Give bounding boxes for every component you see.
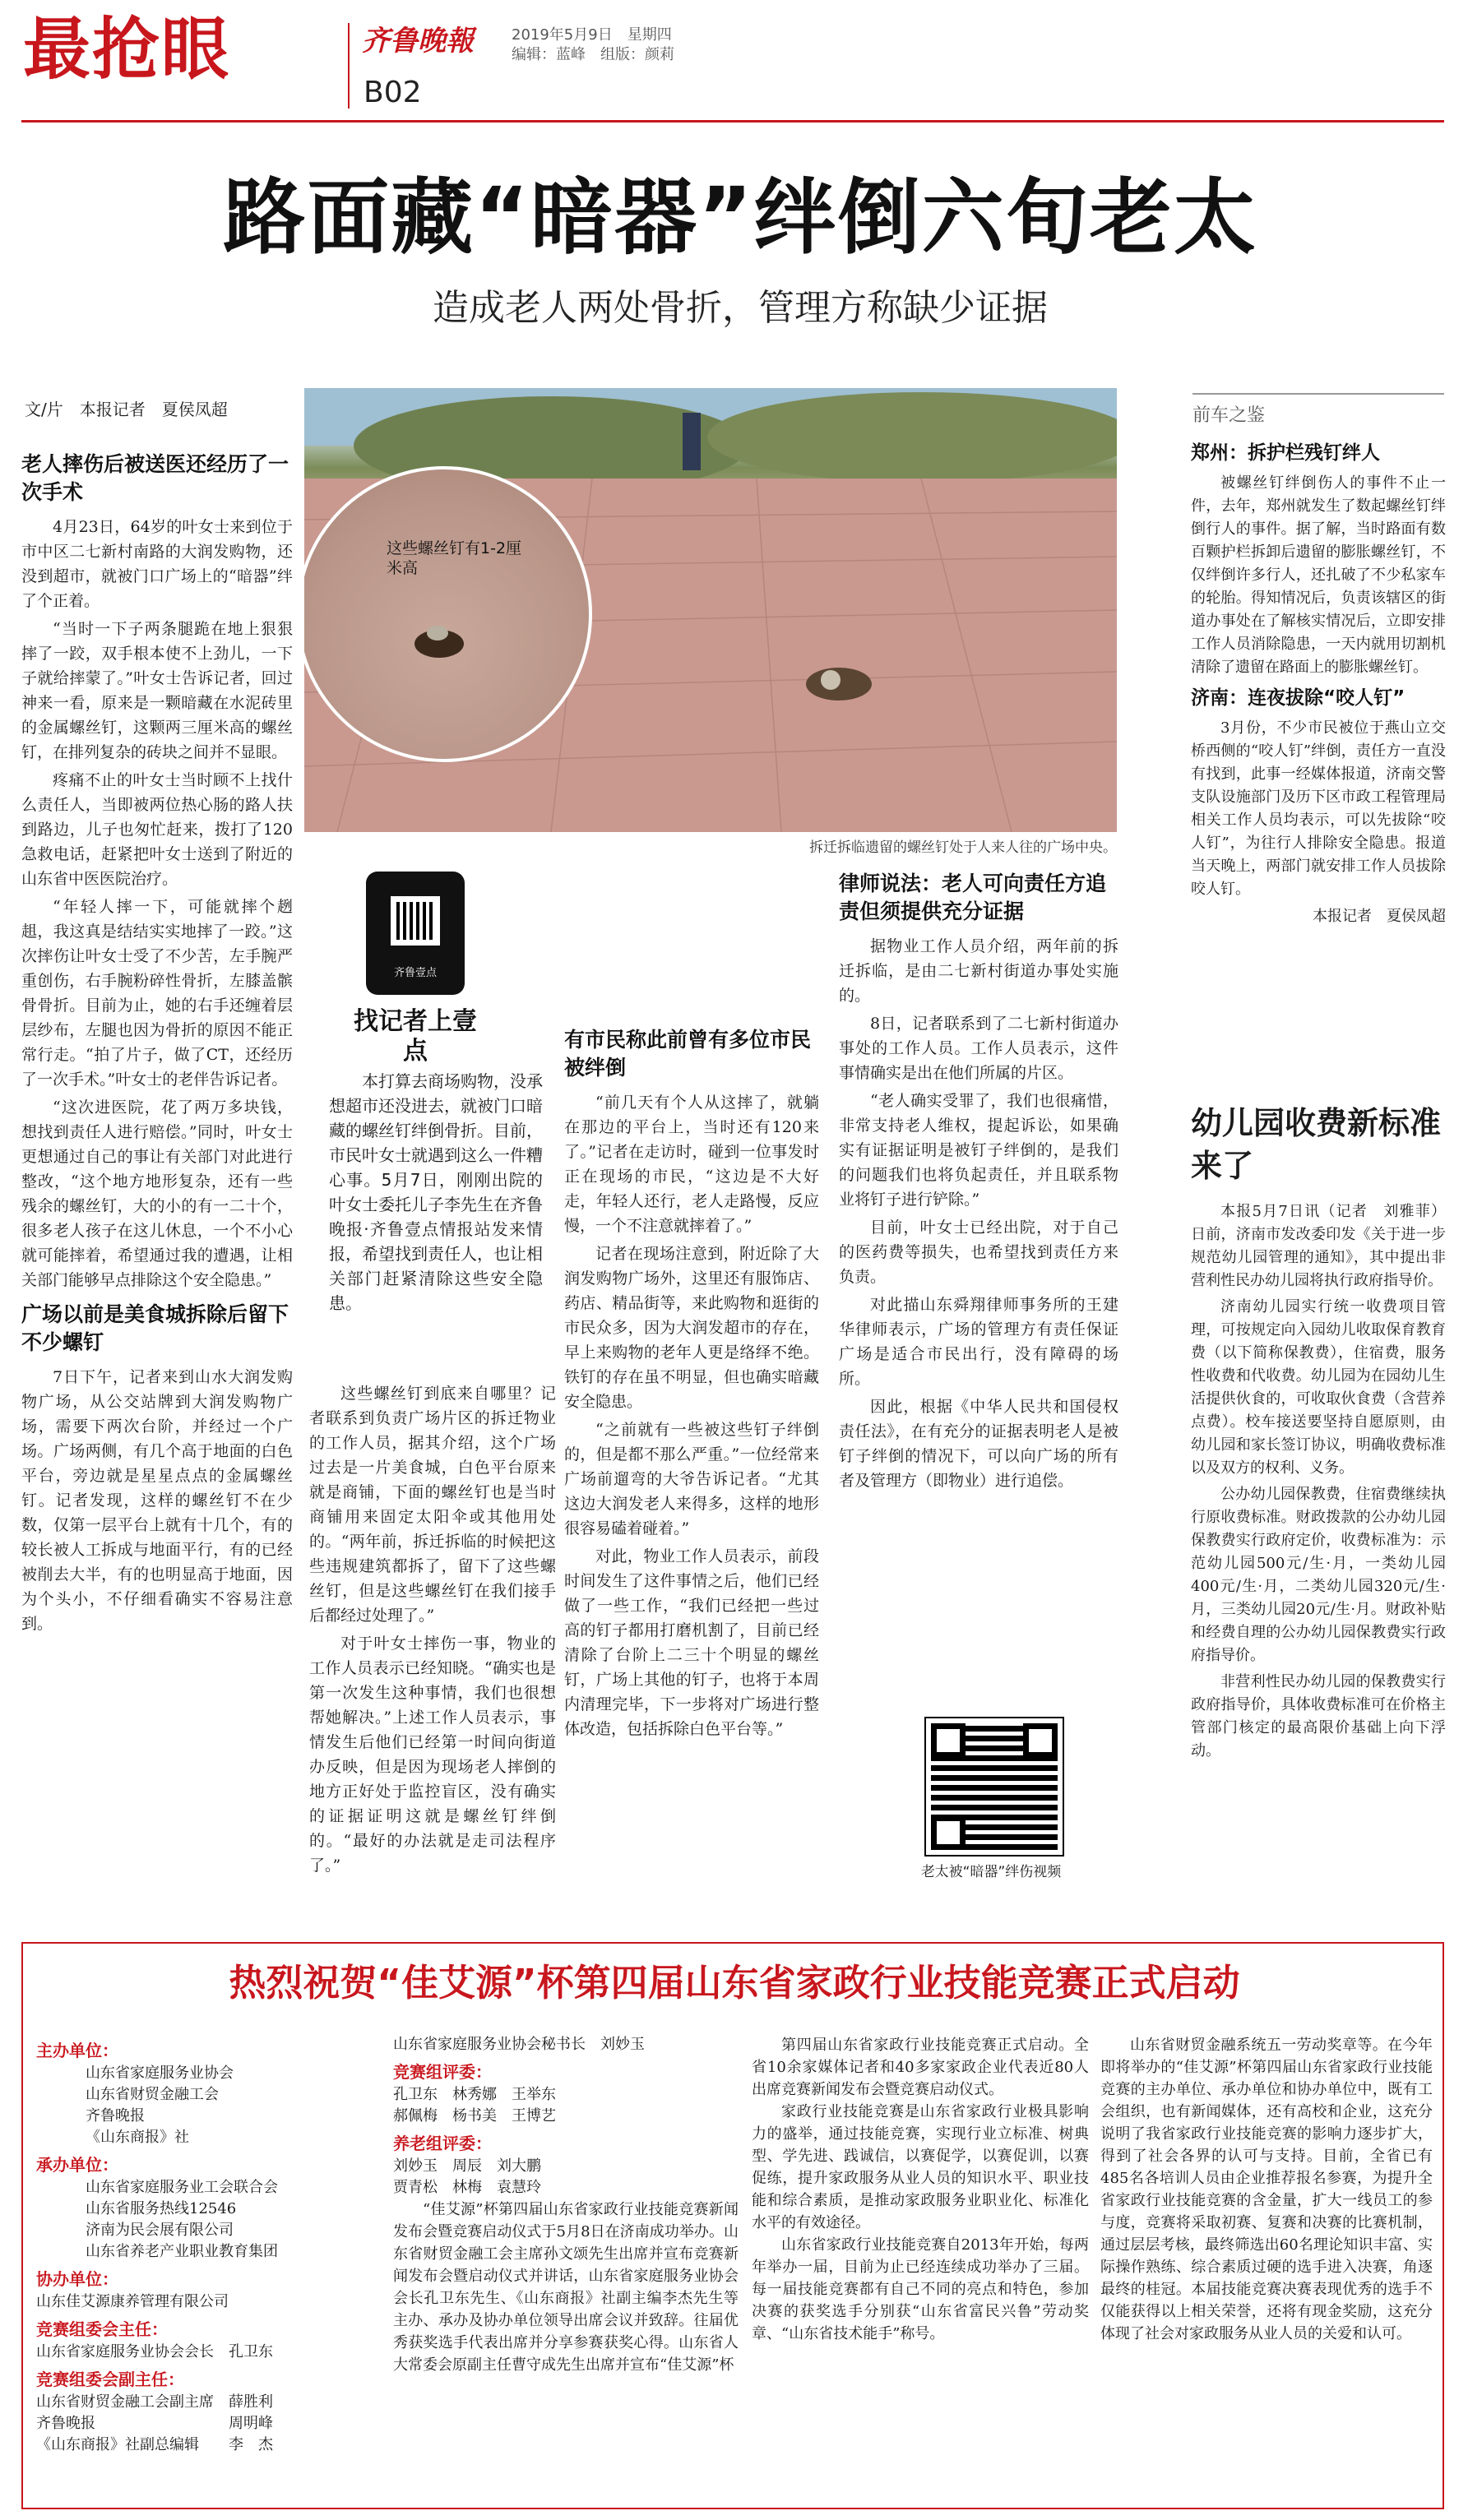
paragraph: 公办幼儿园保教费，住宿费继续执行原收费标准。财政拨款的公办幼儿园保教费实行政府定价，收费标准为：示范幼儿园500元/生·月，一类幼儿园400元/生·月，二类幼儿园320元/生·月，三类幼儿园20元/生·月。财政补贴和经费自理的公办幼儿园保教费实行政府指导价。	[1191, 1486, 1446, 1664]
column-four	[839, 862, 1118, 1585]
ad-line: 齐鲁晚报 周明峰	[36, 2415, 273, 2432]
middle-column	[309, 1381, 556, 1932]
ad-column-1	[36, 2034, 382, 2503]
paragraph: 被螺丝钉绊倒伤人的事件不止一件，去年，郑州就发生了数起螺丝钉绊倒行人的事件。据了解，当时路面有数百颗护栏拆卸后遗留的膨胀螺丝钉，不仅绊倒许多行人，还扎破了不少私家车的轮胎。得知情况后，负责该辖区的街道办事处在了解核实情况后，立即安排工作人员消除隐患，一天内就用切割机清除了遗留在路面上的膨胀螺丝钉。	[1191, 474, 1446, 676]
paragraph: 4月23日，64岁的叶女士来到位于市中区二七新村南路的大润发购物，还没到超市，就被门口广场上的“暗器”绊了个正着。	[21, 518, 293, 610]
byline: 文/片 本报记者 夏侯凤超	[25, 400, 228, 419]
ad-title: 热烈祝贺“佳艾源”杯第四届山东省家政行业技能竞赛正式启动	[229, 1961, 1240, 2004]
paragraph: 非营利性民办幼儿园的保教费实行政府指导价，具体收费标准可在价格主管部门核定的最高限价基础上向下浮动。	[1191, 1673, 1446, 1759]
paragraph: 本报5月7日讯（记者 刘雅菲）日前，济南市发改委印发《关于进一步规范幼儿园管理的通知》，其中提出非营利性民办幼儿园将执行政府指导价。	[1191, 1203, 1446, 1289]
ad-line: 山东省家庭服务业工会联合会	[86, 2179, 278, 2196]
ad-line: 山东省家庭服务业协会	[86, 2065, 234, 2082]
paragraph: 对此描山东舜翔律师事务所的王建华律师表示，广场的管理方有责任保证广场是适合市民出行，没有障碍的场所。	[839, 1296, 1118, 1388]
ad-label: 竞赛组委会主任：	[36, 2319, 168, 2339]
ad-line: 山东省服务热线12546	[86, 2200, 237, 2217]
ad-label: 竞赛组评委：	[393, 2062, 492, 2082]
promo-title: 找记者上壹点	[354, 1007, 477, 1066]
paragraph: “前几天有个人从这摔了，就躺在那边的平台上，当时还有120来了。”记者在走访时，碰到一位事发时正在现场的市民，“这边是不大好走，年轻人还行，老人走路慢，反应慢，一个不注意就摔着了。”	[564, 1094, 819, 1235]
ad-line: 《山东商报》社副总编辑 李 杰	[36, 2436, 273, 2453]
ad-line: 山东省家庭服务业协会秘书长 刘妙玉	[393, 2036, 645, 2053]
paragraph: “这次进医院，花了两万多块钱，想找到责任人进行赔偿。”同时，叶女士更想通过自己的事让有关部门对此进行整改，“这个地方地形复杂，还有一些残余的螺丝钉，大的小的有一二十个，很多老人孩子在这儿休息，一个不小心就可能摔着，希望通过我的遭遇，让相关部门能够早点排除这个安全隐患。”	[21, 1098, 293, 1289]
paper-name: 齐鲁晚報	[362, 25, 474, 58]
ad-column-3	[752, 2034, 1089, 2503]
sidebar-top-rule	[1192, 393, 1444, 395]
qr-caption: 老太被“暗器”绊伤视频	[920, 1864, 1062, 1880]
ad-line: 《山东商报》社	[86, 2129, 189, 2146]
left-column	[21, 451, 293, 1930]
paragraph: 7日下午，记者来到山水大润发购物广场，从公交站牌到大润发购物广场，需要下两次台阶，并经过一个广场。广场两侧，有几个高于地面的白色平台，旁边就是星星点点的金属螺丝钉。记者发现，这样的螺丝钉不在少数，仅第一层平台上就有十几个，有的较长被人工拆成与地面平行，有的已经被削去大半，有的也明显高于地面，因为个头小，不仔细看确实不容易注意到。	[21, 1368, 293, 1633]
page-number: B02	[364, 76, 422, 109]
paragraph: 据物业工作人员介绍，两年前的拆迁拆临，是由二七新村街道办事处实施的。	[839, 937, 1118, 1005]
paragraph: 8日，记者联系到了二七新村街道办事处的工作人员。工作人员表示，这件事情确实是出在他们所属的片区。	[839, 1015, 1118, 1082]
photo-caption: 拆迁拆临遗留的螺丝钉处于人来人往的广场中央。	[809, 839, 1117, 856]
headline: 路面藏“暗器”绊倒六旬老太	[223, 169, 1257, 266]
paragraph: 对此，物业工作人员表示，前段时间发生了这件事情之后，他们已经做了一些工作，“我们已经把一些过高的钉子都用打磨机割了，目前已经清除了台阶上二三十个明显的螺丝钉，广场上其他的钉子，也将于本周内清理完毕，下一步将对广场进行整体改造，包括拆除白色平台等。”	[564, 1547, 819, 1738]
ad-line: 山东省财贸金融工会	[86, 2086, 219, 2103]
sidebar-signature: 本报记者 夏侯凤超	[1313, 908, 1446, 925]
section-heading: 有市民称此前曾有多位市民被绊倒	[564, 1028, 812, 1080]
section-heading: 老人摔伤后被送医还经历了一次手术	[21, 452, 289, 504]
ad-paragraph: 第四届山东省家政行业技能竞赛正式启动。全省10余家媒体记者和40多家家政企业代表近80人出席竞赛新闻发布会暨竞赛启动仪式。	[752, 2037, 1089, 2098]
ad-paragraph: “佳艾源”杯第四届山东省家政行业技能竞赛新闻发布会暨竞赛启动仪式于5月8日在济南成功举办。山东省财贸金融工会主席孙文颂先生出席并宣布竞赛新闻发布会暨启动仪式并讲话，山东省家庭服务业协会会长孔卫东先生、《山东商报》社副主编李杰先生等主办、承办及协办单位领导出席会议并致辞。往届优秀获奖选手代表出席并分享参赛获奖心得。山东省人大常委会原副主任曹守成先生出席并宣布“佳艾源”杯	[393, 2201, 739, 2374]
paragraph: 记者在现场注意到，附近除了大润发购物广场外，这里还有服饰店、药店、精品街等，来此购物和逛街的市民众多，因为大润发超市的存在，早上来购物的老年人更是络绎不绝。铁钉的存在虽不明显，但也确实暗藏安全隐患。	[564, 1245, 819, 1411]
paragraph: 对于叶女士摔伤一事，物业的工作人员表示已经知晓。“确实也是第一次发生这种事情，我们也很想帮她解决。”上述工作人员表示，事情发生后他们已经第一时间向街道办反映，但是因为现场老人摔倒的地方正好处于监控盲区，没有确实的证据证明这就是螺丝钉绊倒的。“最好的办法就是走司法程序了。”	[309, 1635, 556, 1875]
qr-code[interactable]	[926, 1718, 1063, 1855]
ad-line: 刘妙玉 周辰 刘大鹏	[393, 2157, 541, 2175]
ad-paragraph: 山东省财贸金融系统五一劳动奖章等。在今年即将举办的“佳艾源”杯第四届山东省家政行业技能竞赛的主办单位、承办单位和协办单位中，既有工会组织，也有新闻媒体，还有高校和企业，这充分说明了我省家政行业技能竞赛的影响力逐步扩大，得到了社会各界的认可与支持。目前，全省已有485名各培训人员由企业推荐报名参赛，为提升全省家政行业技能竞赛的含金量，扩大一线员工的参与度，竞赛将采取初赛、复赛和决赛的比赛机制，通过层层考核，最终筛选出60名理论知识丰富、实际操作熟练、综合素质过硬的选手进入决赛，角逐最终的桂冠。本届技能竞赛决赛表现优秀的选手不仅能获得以上相关荣誉，还将有现金奖励，这充分体现了社会对家政服务从业人员的关爱和认可。	[1100, 2037, 1433, 2342]
ad-line: 郝佩梅 杨书美 王博艺	[393, 2107, 556, 2125]
promo-brand: 齐鲁壹点	[393, 967, 437, 979]
ad-box	[21, 1942, 1444, 2509]
paragraph: 疼痛不止的叶女士当时顾不上找什么责任人，当即被两位热心肠的路人扶到路边，儿子也匆忙赶来，拨打了120急救电话，赶紧把叶女士送到了附近的山东省中医医院治疗。	[21, 771, 293, 888]
section-heading: 广场以前是美食城拆除后留下不少螺钉	[21, 1302, 289, 1354]
paragraph: 济南幼儿园实行统一收费项目管理，可按规定向入园幼儿收取保育教育费（以下简称保教费），住宿费，服务性收费和代收费。幼儿园为在园幼儿生活提供伙食的，可收取伙食费（含营养点费）。校车接送要坚持自愿原则，由幼儿园和家长签订协议，明确收费标准以及双方的权利、义务。	[1191, 1298, 1446, 1477]
section-title: 最抢眼	[23, 11, 231, 89]
date-line: 2019年5月9日 星期四	[512, 26, 672, 44]
paragraph: 目前，叶女士已经出院，对于自己的医药费等损失，也希望找到责任方来负责。	[839, 1218, 1118, 1286]
paragraph: 因此，根据《中华人民共和国侵权责任法》，在有充分的证据表明老人是被钉子绊倒的情况下，可以向广场的所有者及管理方（即物业）进行追偿。	[839, 1398, 1118, 1490]
subheadline: 造成老人两处骨折，管理方称缺少证据	[433, 287, 1048, 329]
ad-label: 主办单位：	[36, 2041, 118, 2060]
ad-line: 贾青松 林梅 袁慧玲	[393, 2179, 541, 2196]
paragraph: “年轻人摔一下，可能就摔个趔趄，我这真是结结实实地摔了一跤。”这次摔伤让叶女士受了不少苦，左手腕严重创伤，右手腕粉碎性骨折，左膝盖髌骨骨折。目前为止，她的右手还缠着层层纱布，左腿也因为骨折的原因不能正常行走。“拍了片子，做了CT，还经历了一次手术。”叶女士的老伴告诉记者。	[21, 898, 293, 1089]
promo-text-column	[329, 1069, 543, 1381]
masthead-divider	[348, 23, 350, 109]
column-three	[564, 862, 819, 1930]
ad-paragraph: 山东省家政行业技能竞赛自2013年开始，每两年举办一届，目前为止已经连续成功举办了三届。每一届技能竞赛都有自己不同的亮点和特色，参加决赛的获奖选手分别获“山东省富民兴鲁”劳动奖章、“山东省技术能手”称号。	[752, 2236, 1089, 2342]
ad-label: 竞赛组委会副主任：	[36, 2370, 184, 2389]
ad-line: 济南为民会展有限公司	[86, 2222, 234, 2239]
sidebar-label: 前车之鉴	[1192, 405, 1266, 426]
ad-line: 孔卫东 林秀娜 王举东	[393, 2086, 556, 2103]
paragraph: 这些螺丝钉到底来自哪里？记者联系到负责广场片区的拆迁物业的工作人员，据其介绍，这个广场过去是一片美食城，白色平台原来就是商铺，下面的螺丝钉也是当时商铺用来固定太阳伞或其他用处的。“两年前，拆迁拆临的时候把这些违规建筑都拆了，留下了这些螺丝钉，但是这些螺丝钉在我们接手后都经过处理了。”	[309, 1385, 556, 1625]
ad-label: 养老组评委：	[393, 2134, 492, 2153]
lawyer-heading: 律师说法：老人可向责任方追责但须提供充分证据	[839, 872, 1107, 923]
ad-line: 山东佳艾源康养管理有限公司	[36, 2293, 229, 2310]
news-photo	[304, 388, 1117, 832]
sidebar	[1191, 434, 1446, 1075]
ad-paragraph: 家政行业技能竞赛是山东省家政行业极具影响力的盛举，通过技能竞赛，实现行业立标准、树典型、学先进、践诚信，以赛促学，以赛促训，以赛促练，提升家政服务从业人员的知识水平、职业技能和综合素质，是推动家政服务业职业化、标准化水平的有效途径。	[752, 2103, 1089, 2231]
ad-line: 齐鲁晚报	[86, 2107, 145, 2125]
ad-column-2	[393, 2034, 739, 2503]
sidebar-heading-jinan: 济南：连夜拔除“咬人钉”	[1191, 687, 1405, 709]
paragraph: “之前就有一些被这些钉子绊倒的，但是都不那么严重。”一位经常来广场前遛弯的大爷告诉记者。“尤其这边大润发老人来得多，这样的地形很容易磕着碰着。”	[564, 1421, 819, 1537]
kindergarten-headline: 幼儿园收费新标准来了	[1191, 1105, 1442, 1184]
inset-magnifier	[304, 466, 592, 762]
ad-line: 山东省养老产业职业教育集团	[86, 2243, 278, 2260]
paragraph: “老人确实受罪了，我们也很痛惜，非常支持老人维权，提起诉讼，如果确实有证据证明是被钉子绊倒的，是我们的问题我们也将负起责任，并且联系物业将钉子进行铲除。”	[839, 1092, 1118, 1209]
ad-line: 山东省财贸金融工会副主席 薛胜利	[36, 2393, 273, 2411]
sidebar-heading-zhengzhou: 郑州：拆护栏残钉绊人	[1191, 442, 1380, 464]
ad-label: 协办单位：	[36, 2269, 118, 2289]
ad-label: 承办单位：	[36, 2155, 118, 2175]
ad-line: 山东省家庭服务业协会会长 孔卫东	[36, 2343, 273, 2360]
promo-text: 本打算去商场购物，没承想超市还没进去，就被门口暗藏的螺丝钉绊倒骨折。目前，市民叶女士就遇到这么一件糟心事。5月7日，刚刚出院的叶女士委托儿子李先生在齐鲁晚报·齐鲁壹点情报站发来情报，希望找到责任人，也让相关部门赶紧清除这些安全隐患。	[329, 1071, 543, 1313]
editor-line: 编辑：蓝峰 组版：颜莉	[512, 46, 674, 63]
app-promo-graphic	[345, 872, 485, 1069]
masthead-rule	[21, 120, 1444, 123]
paragraph: 3月份，不少市民被位于燕山立交桥西侧的“咬人钉”绊倒，责任方一直没有找到，此事一经媒体报道，济南交警支队设施部门及历下区市政工程管理局相关工作人员均表示，可以先拔除“咬人钉”，为往行人排除安全隐患。报道当天晚上，两部门就安排工作人员拔除咬人钉。	[1191, 719, 1446, 898]
paragraph: “当时一下子两条腿跪在地上狠狠摔了一跤，双手根本使不上劲儿，一下子就给摔蒙了。”叶女士告诉记者，回过神来一看，原来是一颗暗藏在水泥砖里的金属螺丝钉，这颗两三厘米高的螺丝钉，在排列复杂的砖块之间并不显眼。	[21, 620, 293, 761]
inset-label: 这些螺丝钉有1-2厘米高	[387, 539, 522, 577]
ad-column-4	[1100, 2034, 1433, 2503]
sidebar-kindergarten	[1191, 1102, 1446, 1932]
